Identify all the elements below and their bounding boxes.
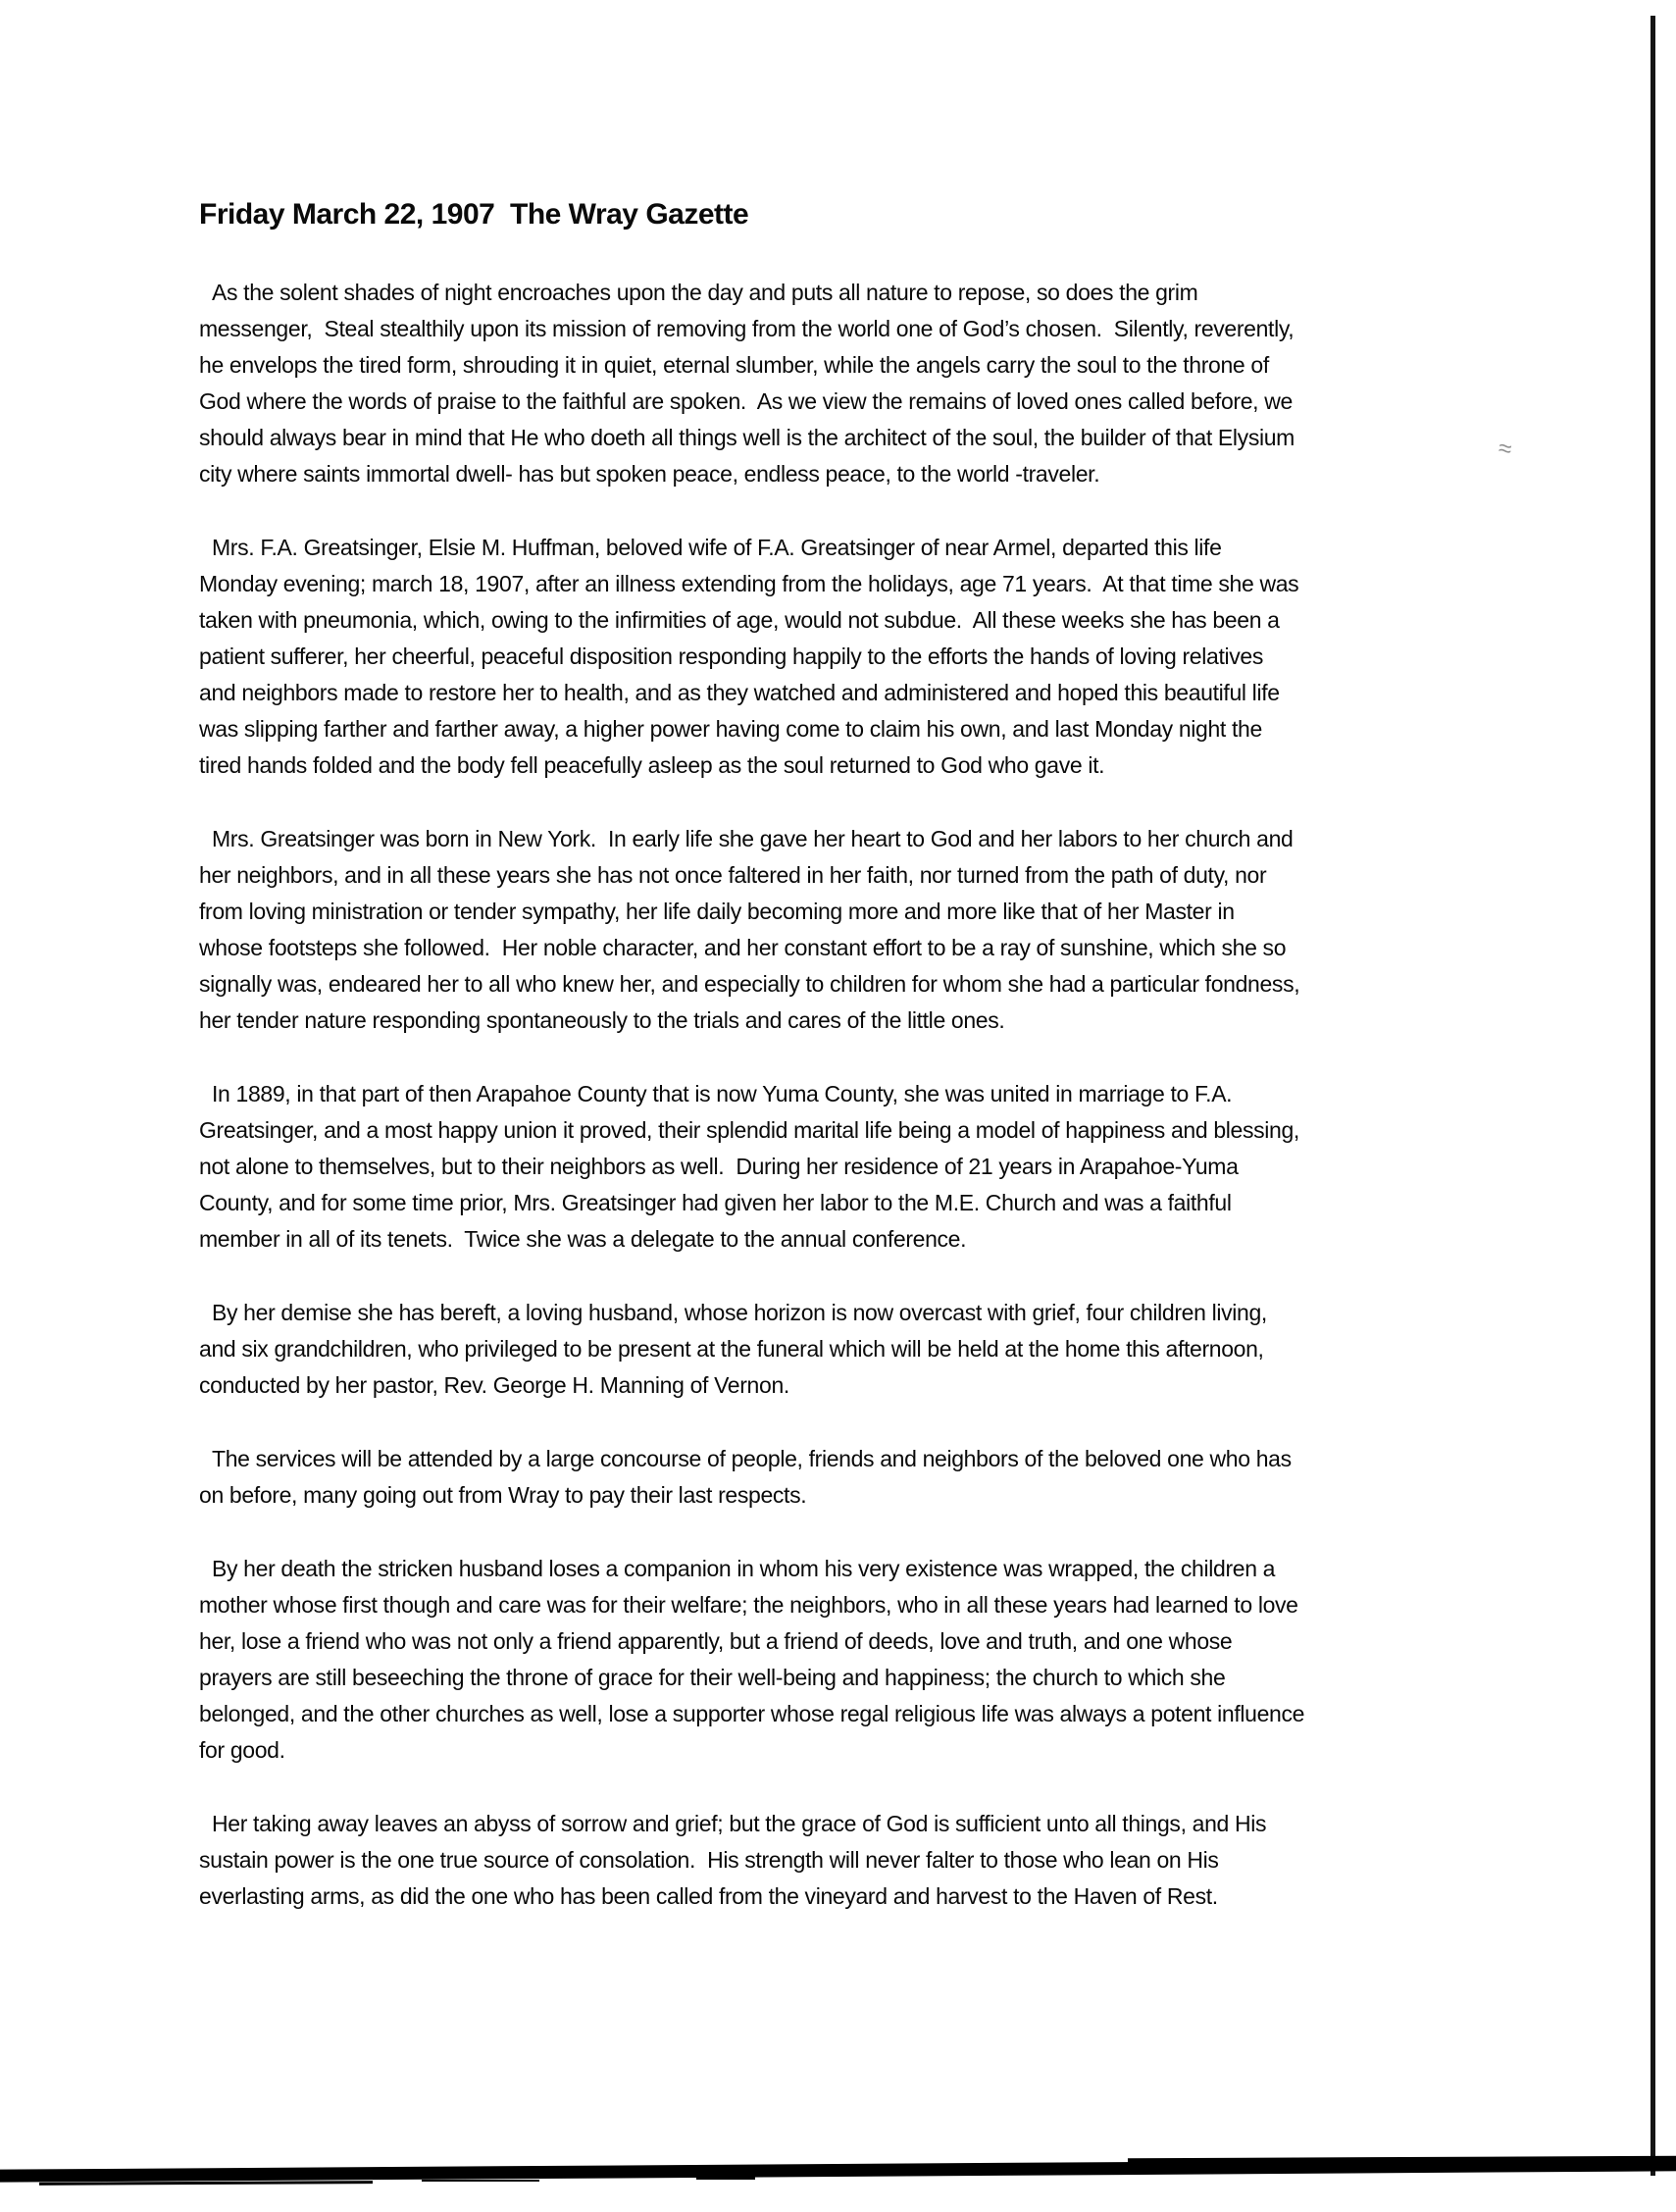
text-line: By her demise she has bereft, a loving husband, whose horizon is now overcast with grief, four children living, [212,1300,1267,1325]
text-line: he envelops the tired form, shrouding it in quiet, eternal slumber, while the angels carry the soul to the throne of [199,352,1269,378]
text-line: her tender nature responding spontaneously to the trials and cares of the little ones. [199,1007,1005,1033]
scan-edge-vertical-line [1651,16,1655,2176]
text-line: everlasting arms, as did the one who has been called from the vineyard and harvest to the Haven of Rest. [199,1883,1218,1909]
scan-edge-dash [39,2181,373,2186]
text-line: whose footsteps she followed. Her noble character, and her constant effort to be a ray of sunshine, which she so [199,935,1287,960]
text-line: belonged, and the other churches as well, lose a supporter whose regal religious life was always a potent influence [199,1701,1305,1726]
text-line: tired hands folded and the body fell peacefully asleep as the soul returned to God who gave it. [199,752,1105,778]
paragraph [199,821,1466,1039]
text-line: Greatsinger, and a most happy union it proved, their splendid marital life being a model of happiness and blessing, [199,1117,1299,1143]
article-dateline-title: Friday March 22, 1907 The Wray Gazette [199,198,749,231]
text-line: prayers are still beseeching the throne of grace for their well-being and happiness; the church to which she [199,1665,1226,1690]
scan-edge-dash [422,2180,539,2182]
paragraph [199,530,1466,784]
text-line: conducted by her pastor, Rev. George H. Manning of Vernon. [199,1372,789,1398]
paragraph [199,275,1466,492]
text-line: sustain power is the one true source of consolation. His strength will never falter to those who lean on His [199,1847,1219,1873]
text-line: In 1889, in that part of then Arapahoe County that is now Yuma County, she was united in marriage to F.A. [212,1081,1233,1106]
paragraph [199,1295,1466,1404]
text-line: Mrs. Greatsinger was born in New York. In early life she gave her heart to God and her labors to her church and [212,826,1294,851]
text-line: signally was, endeared her to all who knew her, and especially to children for whom she had a particular fondness, [199,971,1300,997]
paragraph [199,1076,1466,1258]
text-line: her, lose a friend who was not only a friend apparently, but a friend of deeds, love and truth, and one whose [199,1628,1233,1654]
text-line: mother whose first though and care was for their welfare; the neighbors, who in all these years had learned to love [199,1592,1298,1618]
paragraph [199,1806,1466,1915]
scan-edge-dash [696,2177,755,2180]
article-body [199,275,1466,1915]
scan-artifact-mark: ≈ [1497,435,1512,463]
text-line: County, and for some time prior, Mrs. Greatsinger had given her labor to the M.E. Church and was a faithful [199,1190,1232,1215]
text-line: for good. [199,1737,285,1763]
text-line: member in all of its tenets. Twice she was a delegate to the annual conference. [199,1226,967,1252]
text-line: By her death the stricken husband loses a companion in whom his very existence was wrapped, the children a [212,1556,1276,1581]
text-line: The services will be attended by a large concourse of people, friends and neighbors of the beloved one who has [212,1446,1292,1471]
text-line: taken with pneumonia, which, owing to the infirmities of age, would not subdue. All these weeks she has been a [199,607,1280,633]
text-line: Her taking away leaves an abyss of sorrow and grief; but the grace of God is sufficient unto all things, and His [212,1811,1267,1836]
paragraph [199,1551,1466,1769]
text-line: patient sufferer, her cheerful, peaceful disposition responding happily to the efforts the hands of loving relatives [199,643,1263,669]
text-line: and neighbors made to restore her to health, and as they watched and administered and hoped this beautiful life [199,680,1280,705]
obituary-article [199,196,1466,1952]
text-line: messenger, Steal stealthily upon its mission of removing from the world one of God’s chosen. Silently, reverently, [199,316,1295,341]
text-line: As the solent shades of night encroaches upon the day and puts all nature to repose, so does the grim [212,280,1198,305]
text-line: and six grandchildren, who privileged to be present at the funeral which will be held at the home this afternoon, [199,1336,1264,1362]
text-line: from loving ministration or tender sympathy, her life daily becoming more and more like that of her Master in [199,899,1235,924]
text-line: not alone to themselves, but to their neighbors as well. During her residence of 21 years in Arapahoe-Yuma [199,1154,1239,1179]
text-line: Monday evening; march 18, 1907, after an illness extending from the holidays, age 71 years. At that time she was [199,571,1299,596]
paragraph [199,1441,1466,1514]
text-line: Mrs. F.A. Greatsinger, Elsie M. Huffman, beloved wife of F.A. Greatsinger of near Armel, departed this life [212,535,1222,560]
text-line: should always bear in mind that He who doeth all things well is the architect of the soul, the builder of that Elysium [199,425,1295,450]
text-line: God where the words of praise to the faithful are spoken. As we view the remains of loved ones called before, we [199,388,1293,414]
text-line: her neighbors, and in all these years she has not once faltered in her faith, nor turned from the path of duty, nor [199,862,1267,888]
text-line: on before, many going out from Wray to pay their last respects. [199,1482,807,1508]
text-line: city where saints immortal dwell- has but spoken peace, endless peace, to the world -traveler. [199,461,1100,487]
text-line: was slipping farther and farther away, a higher power having come to claim his own, and last Monday night the [199,716,1262,742]
